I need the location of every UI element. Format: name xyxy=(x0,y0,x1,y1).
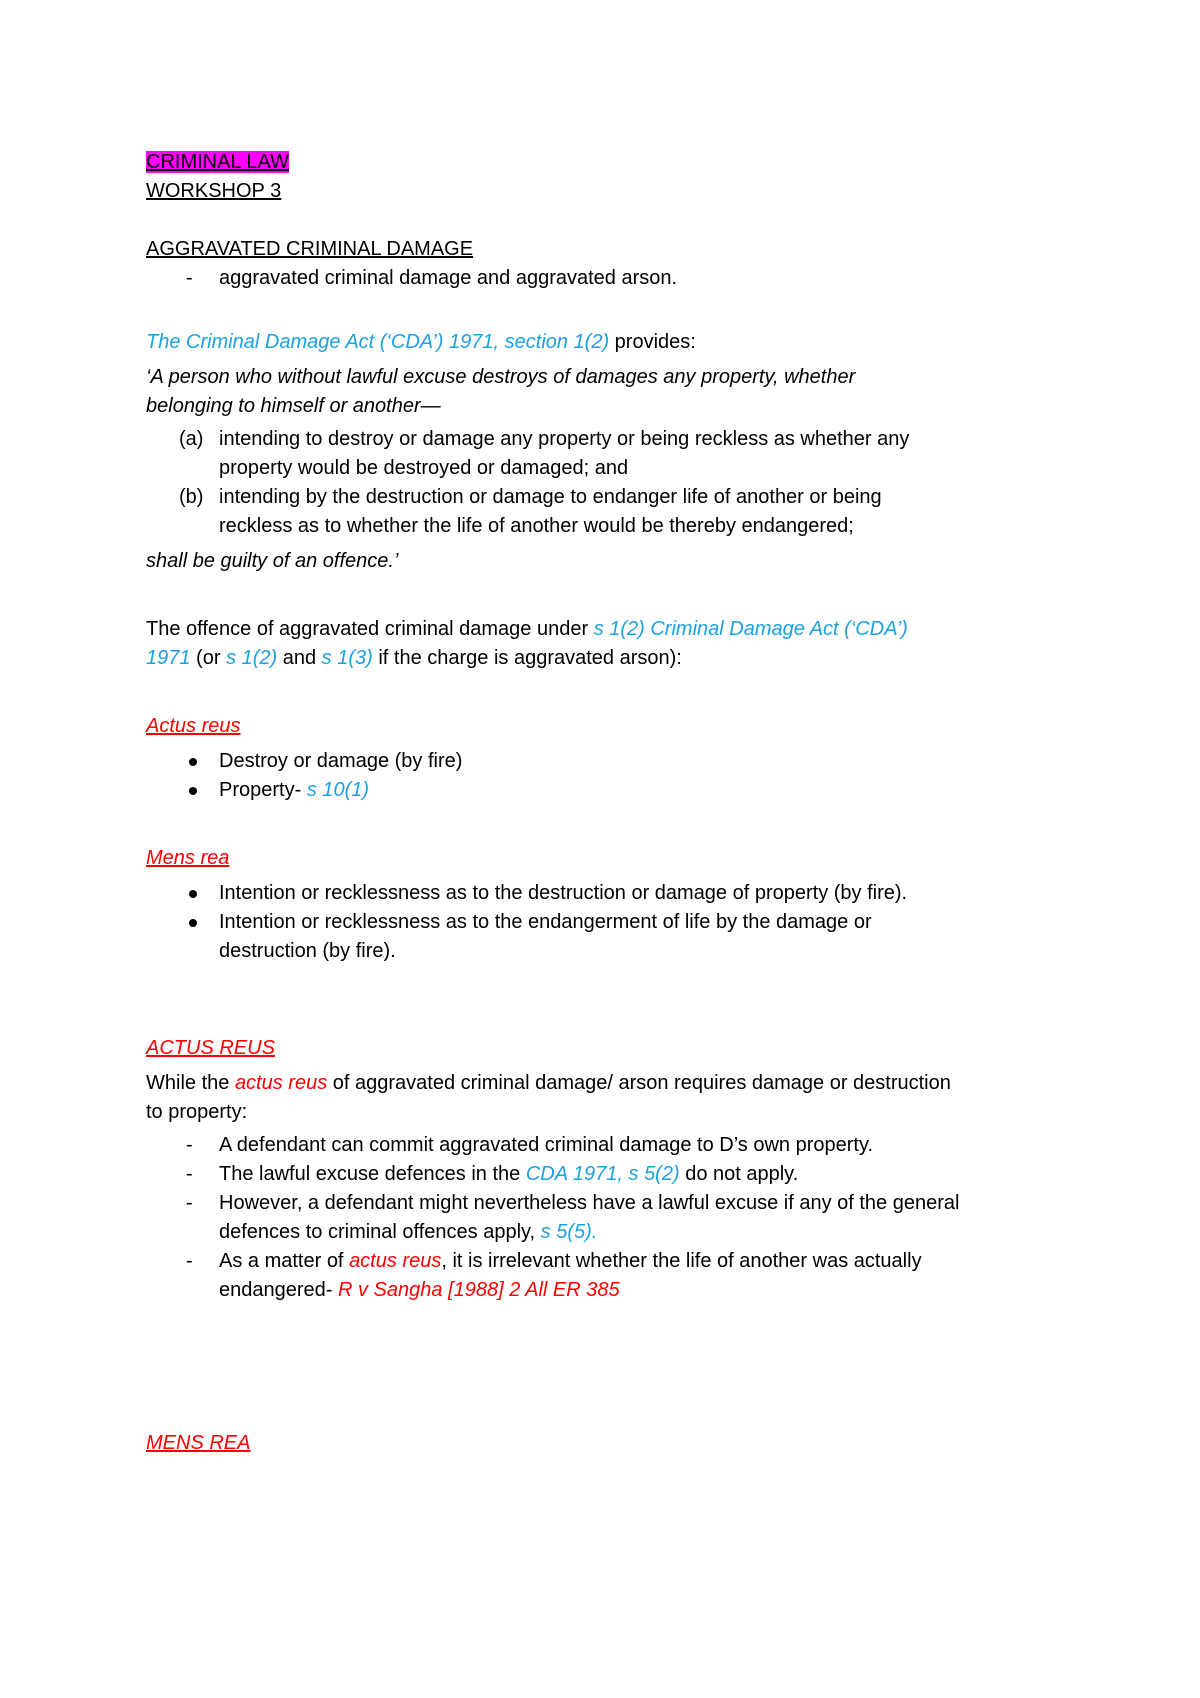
actus-reus-term: actus reus xyxy=(234,1072,328,1094)
item-marker: (a) xyxy=(179,428,204,450)
mens-rea-section-heading: MENS REA xyxy=(146,1432,251,1454)
dash-marker: - xyxy=(186,1192,193,1214)
intro-text: While the xyxy=(146,1072,235,1094)
list-item-text: endangered- xyxy=(219,1279,338,1301)
mens-rea-heading: Mens rea xyxy=(146,847,230,869)
list-item-text: Property- xyxy=(219,779,307,801)
document-title: CRIMINAL LAW xyxy=(146,151,289,173)
list-item-text: A defendant can commit aggravated criminal damage to D’s own property. xyxy=(219,1134,874,1156)
statute-item-a xyxy=(146,425,1086,483)
list-item-text: , it is irrelevant whether the life of another was actually xyxy=(441,1250,922,1272)
cda-citation: CDA 1971, s 5(2) xyxy=(525,1163,680,1185)
section-heading-aggravated: AGGRAVATED CRIMINAL DAMAGE xyxy=(146,238,474,260)
offence-citation: s 1(2) Criminal Damage Act (‘CDA’) xyxy=(593,618,908,640)
bullet-icon xyxy=(189,890,197,898)
offence-text: if the charge is aggravated arson): xyxy=(372,647,682,669)
item-text-line: reckless as to whether the life of another would be thereby endangered; xyxy=(219,515,854,537)
actus-reus-term: actus reus xyxy=(349,1250,442,1272)
offence-text: and xyxy=(277,647,322,669)
quote-line-2: belonging to himself or another— xyxy=(146,395,441,417)
actus-reus-section-heading: ACTUS REUS xyxy=(146,1037,275,1059)
list-item-text: As a matter of xyxy=(219,1250,350,1272)
list-item xyxy=(146,1247,1086,1305)
actus-reus-heading: Actus reus xyxy=(146,715,241,737)
statute-citation: The Criminal Damage Act (‘CDA’) 1971, section 1(2) xyxy=(146,331,610,353)
list-item-text: Destroy or damage (by fire) xyxy=(219,750,463,772)
bullet-icon xyxy=(189,787,197,795)
list-item-text: defences to criminal offences apply, xyxy=(219,1221,541,1243)
quote-line-1: ‘A person who without lawful excuse destroys of damages any property, whether xyxy=(146,366,856,388)
offence-text: The offence of aggravated criminal damage under xyxy=(146,618,594,640)
dash-marker: - xyxy=(186,1250,193,1272)
quote-closing: shall be guilty of an offence.’ xyxy=(146,550,399,572)
case-citation: R v Sangha [1988] 2 All ER 385 xyxy=(337,1279,620,1301)
intro-text: to property: xyxy=(146,1101,248,1123)
list-item xyxy=(146,264,1086,293)
list-item-text: The lawful excuse defences in the xyxy=(219,1163,526,1185)
list-item xyxy=(146,776,1086,805)
statute-item-b xyxy=(146,483,1086,541)
list-item xyxy=(146,1131,1086,1160)
offence-year: 1971 xyxy=(146,647,191,669)
intro-text: of aggravated criminal damage/ arson requires damage or destruction xyxy=(327,1072,951,1094)
list-item xyxy=(146,747,1086,776)
dash-marker: - xyxy=(186,1163,193,1185)
s55-citation: s 5(5). xyxy=(540,1221,598,1243)
offence-text: (or xyxy=(190,647,227,669)
list-item-text: do not apply. xyxy=(679,1163,799,1185)
list-item-text: destruction (by fire). xyxy=(219,940,396,962)
document-body xyxy=(146,148,1086,1458)
list-item xyxy=(146,879,1086,908)
list-item xyxy=(146,1189,1086,1247)
bullet-icon xyxy=(189,919,197,927)
item-text-line: property would be destroyed or damaged; and xyxy=(219,457,629,479)
property-citation: s 10(1) xyxy=(306,779,370,801)
list-item-text: aggravated criminal damage and aggravated arson. xyxy=(219,267,678,289)
dash-marker: - xyxy=(186,1134,193,1156)
workshop-label: WORKSHOP 3 xyxy=(146,180,282,202)
list-item-text: However, a defendant might nevertheless have a lawful excuse if any of the general xyxy=(219,1192,960,1214)
item-text-line: intending to destroy or damage any property or being reckless as whether any xyxy=(219,428,910,450)
list-item xyxy=(146,908,1086,966)
offence-citation: s 1(2) xyxy=(226,647,278,669)
statute-provides: provides: xyxy=(609,331,696,353)
item-text-line: intending by the destruction or damage to endanger life of another or being xyxy=(219,486,882,508)
bullet-icon xyxy=(189,758,197,766)
item-marker: (b) xyxy=(179,486,204,508)
offence-citation: s 1(3) xyxy=(321,647,373,669)
list-item-text: Intention or recklessness as to the destruction or damage of property (by fire). xyxy=(219,882,908,904)
list-item-text: Intention or recklessness as to the endangerment of life by the damage or xyxy=(219,911,872,933)
list-item xyxy=(146,1160,1086,1189)
dash-marker: - xyxy=(186,267,193,289)
